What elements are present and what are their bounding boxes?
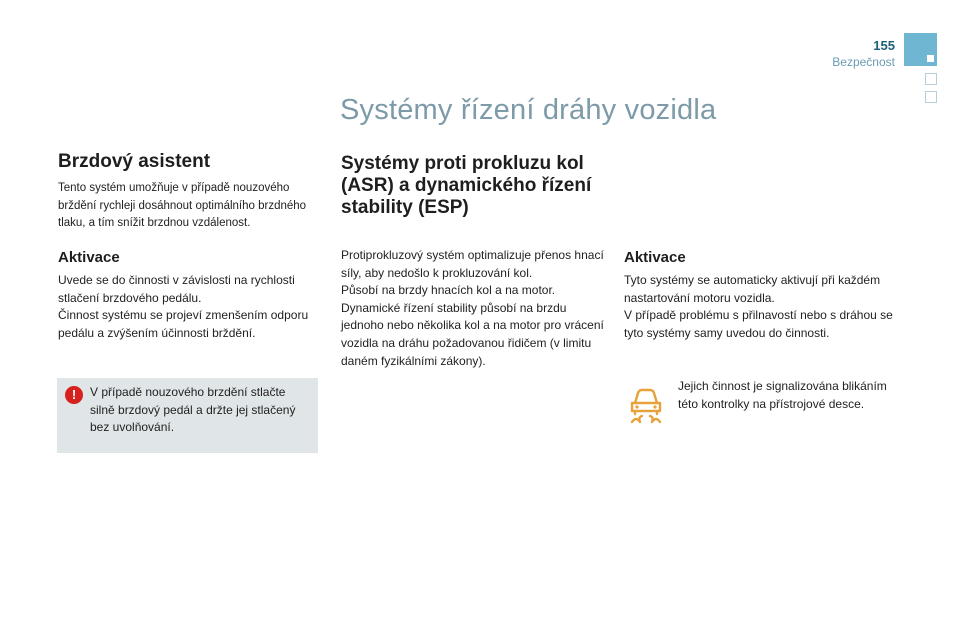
brake-activation-heading: Aktivace xyxy=(58,249,120,266)
asr-esp-line: Protiprokluzový systém optimalizuje přenos hnací síly, aby nedošlo k prokluzování kol. xyxy=(341,248,604,280)
warning-text: V případě nouzového brzdění stlačte silně brzdový pedál a držte jej stlačený bez uvolňování. xyxy=(90,385,296,435)
chapter-tab-active xyxy=(904,33,937,66)
exclamation-icon: ! xyxy=(65,386,83,404)
section-title: Bezpečnost xyxy=(832,55,895,69)
asr-activation-text xyxy=(624,272,894,342)
esp-warning-lamp-icon xyxy=(628,386,664,424)
asr-activation-line: Tyto systémy se automaticky aktivují při každém nastartování motoru vozidla. xyxy=(624,273,881,305)
brake-activation-line: Uvede se do činnosti v závislosti na rychlosti stlačení brzdového pedálu. xyxy=(58,273,295,305)
asr-esp-line: Působí na brzdy hnacích kol a na motor. xyxy=(341,283,556,298)
page-number: 155 xyxy=(873,38,895,53)
asr-esp-heading: Systémy proti prokluzu kol (ASR) a dynamického řízení stability (ESP) xyxy=(341,153,592,218)
brake-activation-text xyxy=(58,272,323,342)
asr-activation-line: V případě problému s přilnavostí nebo s dráhou se tyto systémy samy uvedou do činnosti. xyxy=(624,308,893,340)
warning-box xyxy=(57,378,318,453)
brake-activation-line: Činnost systému se projeví zmenšením odporu pedálu a zvýšením účinnosti brždění. xyxy=(58,308,309,340)
brake-assist-heading: Brzdový asistent xyxy=(58,151,211,172)
asr-esp-line: Dynamické řízení stability působí na brzdu jednoho nebo několika kol a na motor pro vrácení vozidla na dráhu požadovanou řidičem (v limitu daném fyzikálními zákony). xyxy=(341,300,604,368)
asr-esp-text xyxy=(341,247,606,370)
asr-activation-heading: Aktivace xyxy=(624,249,686,266)
chapter-tab xyxy=(925,73,937,85)
indicator-text: Jejich činnost je signalizována blikáním této kontrolky na přístrojové desce. xyxy=(678,379,887,411)
chapter-tab xyxy=(925,91,937,103)
brake-assist-intro: Tento systém umožňuje v případě nouzového brždění rychleji dosáhnout optimálního brzdného tlaku, a tím snížit brzdnou vzdálenost. xyxy=(58,182,307,230)
page-title: Systémy řízení dráhy vozidla xyxy=(340,94,717,126)
